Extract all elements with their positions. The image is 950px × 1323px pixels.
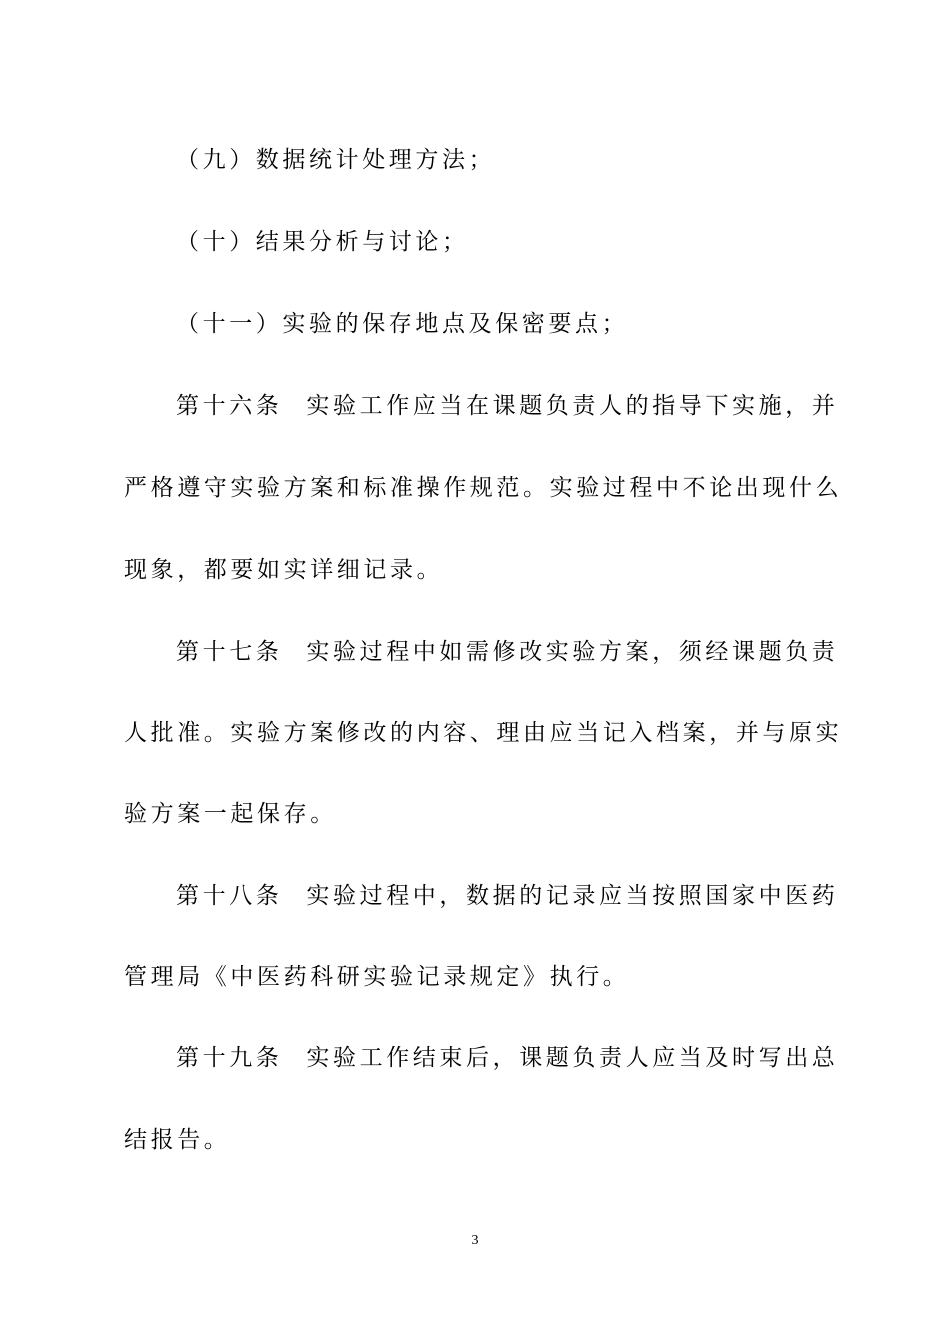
article-19-text-line1: 实验工作结束后，课题负责人应当及时写出总 bbox=[306, 1045, 839, 1071]
article-18-text-line1: 实验过程中，数据的记录应当按照国家中医药 bbox=[306, 883, 839, 909]
page-number: 3 bbox=[471, 1233, 479, 1248]
article-19-number: 第十九条 bbox=[176, 1045, 283, 1071]
article-17-text-line3: 验方案一起保存。 bbox=[124, 801, 337, 827]
article-16-number: 第十六条 bbox=[176, 393, 283, 419]
article-16-text-line3: 现象，都要如实详细记录。 bbox=[124, 557, 444, 583]
article-17-text-line1: 实验过程中如需修改实验方案，须经课题负责 bbox=[306, 639, 839, 665]
article-19-first-line bbox=[176, 1043, 838, 1073]
article-17-text-line2: 人批准。实验方案修改的内容、理由应当记入档案，并与原实 bbox=[124, 720, 843, 746]
article-19-text-line2: 结报告。 bbox=[124, 1127, 231, 1153]
article-16-text-line2: 严格遵守实验方案和标准操作规范。实验过程中不论出现什么 bbox=[124, 475, 843, 501]
article-18-number: 第十八条 bbox=[176, 883, 283, 909]
list-item-10: （十）结果分析与讨论； bbox=[176, 229, 469, 255]
article-16-first-line bbox=[176, 391, 838, 421]
list-item-11: （十一）实验的保存地点及保密要点； bbox=[176, 311, 629, 337]
article-18-first-line bbox=[176, 881, 838, 911]
article-16-text-line1: 实验工作应当在课题负责人的指导下实施，并 bbox=[306, 393, 839, 419]
article-17-first-line bbox=[176, 637, 838, 667]
article-17-number: 第十七条 bbox=[176, 639, 283, 665]
list-item-9: （九）数据统计处理方法； bbox=[176, 147, 496, 173]
article-18-text-line2: 管理局《中医药科研实验记录规定》执行。 bbox=[124, 964, 630, 990]
